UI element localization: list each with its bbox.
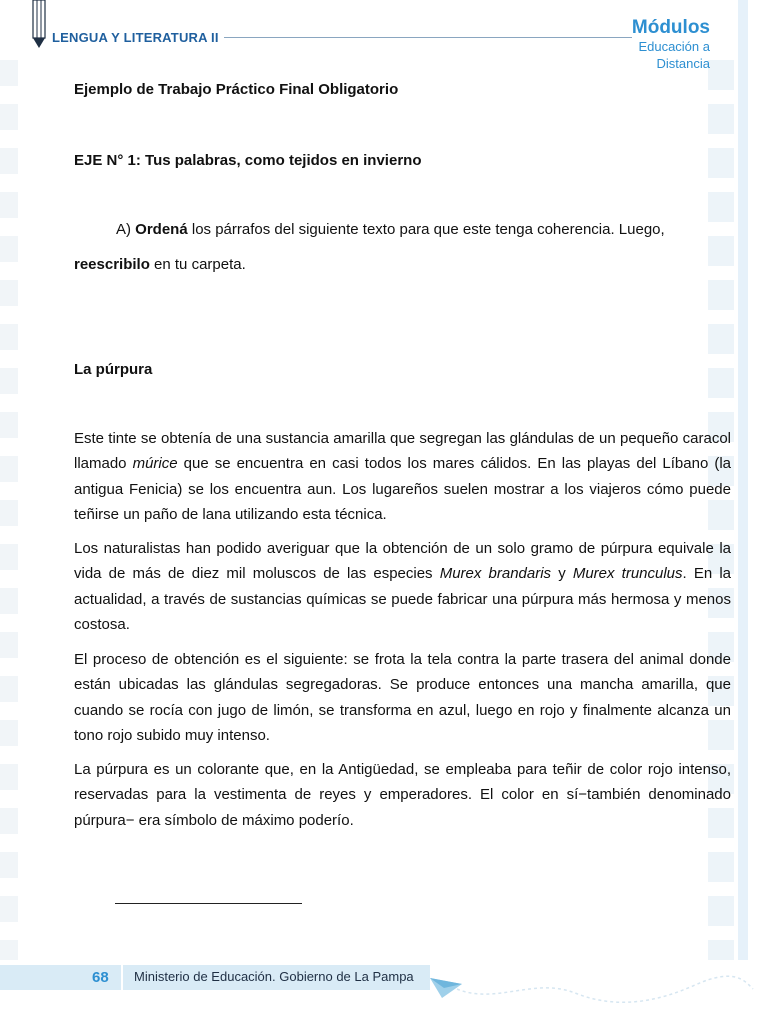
footer-ministry: Ministerio de Educación. Gobierno de La Pampa (134, 969, 414, 984)
pencil-icon (32, 0, 46, 48)
p1-text-a: Este tinte se obtenía de una sustancia amarilla que segregan las glándulas de un pequeño caracol llamado (74, 430, 731, 473)
p2-text-c: . En la actualidad, a través de sustancias químicas se puede fabricar una púrpura más hermosa y menos costosa. (74, 565, 731, 633)
text-title: La púrpura (74, 361, 153, 378)
logo-line-3: Distancia (656, 56, 710, 71)
instruction-text-1: los párrafos del siguiente texto para que este tenga coherencia. Luego, (187, 221, 665, 238)
p1-text-b: que se encuentra en casi todos los mares cálidos. En las playas del Líbano (la antigua Fenicia) se los encuentra aun. Los lugareños suelen mostrar a los viajeros cómo puede teñirse un paño de lana utilizando esta técnica. (74, 455, 731, 523)
subject-title: LENGUA Y LITERATURA II (52, 30, 219, 45)
instruction-line-1 (74, 217, 731, 242)
instruction-line-2 (74, 252, 731, 277)
instruction-verb-2: reescribilo (74, 256, 150, 273)
paragraph-2 (74, 536, 731, 637)
p1-italic: múrice (132, 455, 178, 473)
p2-italic-1: Murex brandaris (439, 565, 552, 583)
footer-separator (121, 965, 123, 990)
logo-title: Módulos (631, 17, 710, 38)
page-number: 68 (92, 969, 109, 986)
instruction-verb-1: Ordená (135, 221, 188, 238)
p2-text-b: y (551, 565, 573, 583)
left-decorative-strip (0, 60, 18, 960)
header-divider (224, 37, 632, 38)
paragraph-4: La púrpura es un colorante que, en la Antigüedad, se empleaba para teñir de color rojo intenso, reservadas para la vestimenta de reyes y emperadores. El color en sí−también denominado púrpura− era símbolo de máximo poderío. (74, 761, 731, 829)
p2-text-a: Los naturalistas han podido averiguar que la obtención de un solo gramo de púrpura equivale la vida de más de diez mil moluscos de las especies (74, 540, 731, 583)
eje-heading: EJE N° 1: Tus palabras, como tejidos en invierno (74, 152, 422, 169)
paragraph-3: El proceso de obtención es el siguiente: se frota la tela contra la parte trasera del animal donde están ubicadas las glándulas segregadoras. Se produce entonces una mancha amarilla, que cuando se rocía con jugo de limón, se transforma en azul, luego en rojo y finalmente alcanza un tono rojo subido muy intenso. (74, 651, 731, 744)
p2-italic-2: Murex trunculus (572, 565, 683, 583)
document-heading: Ejemplo de Trabajo Práctico Final Obligatorio (74, 81, 399, 98)
footnote-separator (115, 903, 302, 904)
instruction-text-2: en tu carpeta. (149, 256, 246, 273)
instruction-marker: A) (116, 221, 131, 238)
right-edge-bar (738, 0, 748, 960)
paragraph-1 (74, 426, 731, 527)
modulos-logo (626, 18, 710, 72)
logo-line-2: Educación a (638, 39, 710, 54)
decorative-swirl (455, 975, 755, 1005)
